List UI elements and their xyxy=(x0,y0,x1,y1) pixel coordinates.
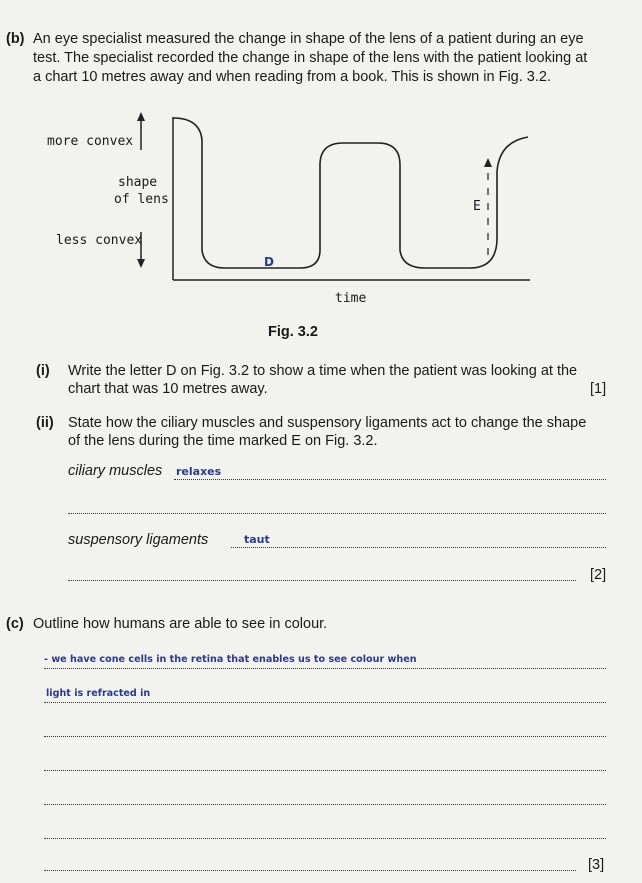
part-c-marks: [3] xyxy=(588,857,605,873)
part-c-question: Outline how humans are able to see in colour. xyxy=(33,616,328,632)
part-c-line-1 xyxy=(44,668,606,669)
ciliary-answer-line xyxy=(174,479,606,480)
point-e-label: E xyxy=(473,199,481,214)
q-i-label: (i) xyxy=(36,363,50,379)
ciliary-answer-line-2 xyxy=(68,513,606,514)
suspensory-ligaments-answer: taut xyxy=(244,533,270,546)
ciliary-muscles-label: ciliary muscles xyxy=(68,463,163,479)
y-label-more-convex: more convex xyxy=(47,134,134,149)
part-c-line-6 xyxy=(44,838,606,839)
part-b-stem-line-3: a chart 10 metres away and when reading from a book. This is shown in Fig. 3.2. xyxy=(33,69,551,85)
fig-3-2-graph xyxy=(0,100,642,320)
q-i-line-2: chart that was 10 metres away. xyxy=(68,381,268,397)
q-ii-label: (ii) xyxy=(36,415,54,431)
suspensory-ligaments-label: suspensory ligaments xyxy=(68,532,209,548)
point-e-arrowhead xyxy=(484,158,492,167)
part-c-answer-line-2: light is refracted in xyxy=(46,688,151,699)
q-ii-marks: [2] xyxy=(590,567,607,583)
q-ii-line-2: of the lens during the time marked E on Fig. 3.2. xyxy=(68,433,378,449)
x-label-time: time xyxy=(335,291,367,306)
y-label-less-convex: less convex xyxy=(56,233,143,248)
part-c-answer-line-1: - we have cone cells in the retina that enables us to see colour when xyxy=(44,654,417,665)
part-c-label: (c) xyxy=(6,616,24,632)
lens-shape-curve xyxy=(173,118,528,268)
part-b-label: (b) xyxy=(6,31,25,47)
more-convex-arrowhead xyxy=(137,112,145,121)
y-label-shape: shape xyxy=(118,175,158,190)
part-c-line-2 xyxy=(44,702,606,703)
less-convex-arrowhead xyxy=(137,259,145,268)
handwritten-d-answer: D xyxy=(264,255,274,269)
q-ii-line-1: State how the ciliary muscles and suspensory ligaments act to change the shape xyxy=(68,415,587,431)
suspensory-answer-line xyxy=(231,547,606,548)
suspensory-answer-line-2 xyxy=(68,580,576,581)
part-c-line-4 xyxy=(44,770,606,771)
part-b-stem-line-1: An eye specialist measured the change in shape of the lens of a patient during an eye xyxy=(33,31,584,47)
q-i-line-1: Write the letter D on Fig. 3.2 to show a time when the patient was looking at the xyxy=(68,363,578,379)
part-b-stem-line-2: test. The specialist recorded the change in shape of the lens with the patient looking at xyxy=(33,50,588,66)
q-i-marks: [1] xyxy=(590,381,607,397)
ciliary-muscles-answer: relaxes xyxy=(176,465,222,478)
figure-caption: Fig. 3.2 xyxy=(268,324,318,340)
part-c-line-7 xyxy=(44,870,576,871)
part-c-line-5 xyxy=(44,804,606,805)
part-c-line-3 xyxy=(44,736,606,737)
y-label-of-lens: of lens xyxy=(114,192,169,207)
